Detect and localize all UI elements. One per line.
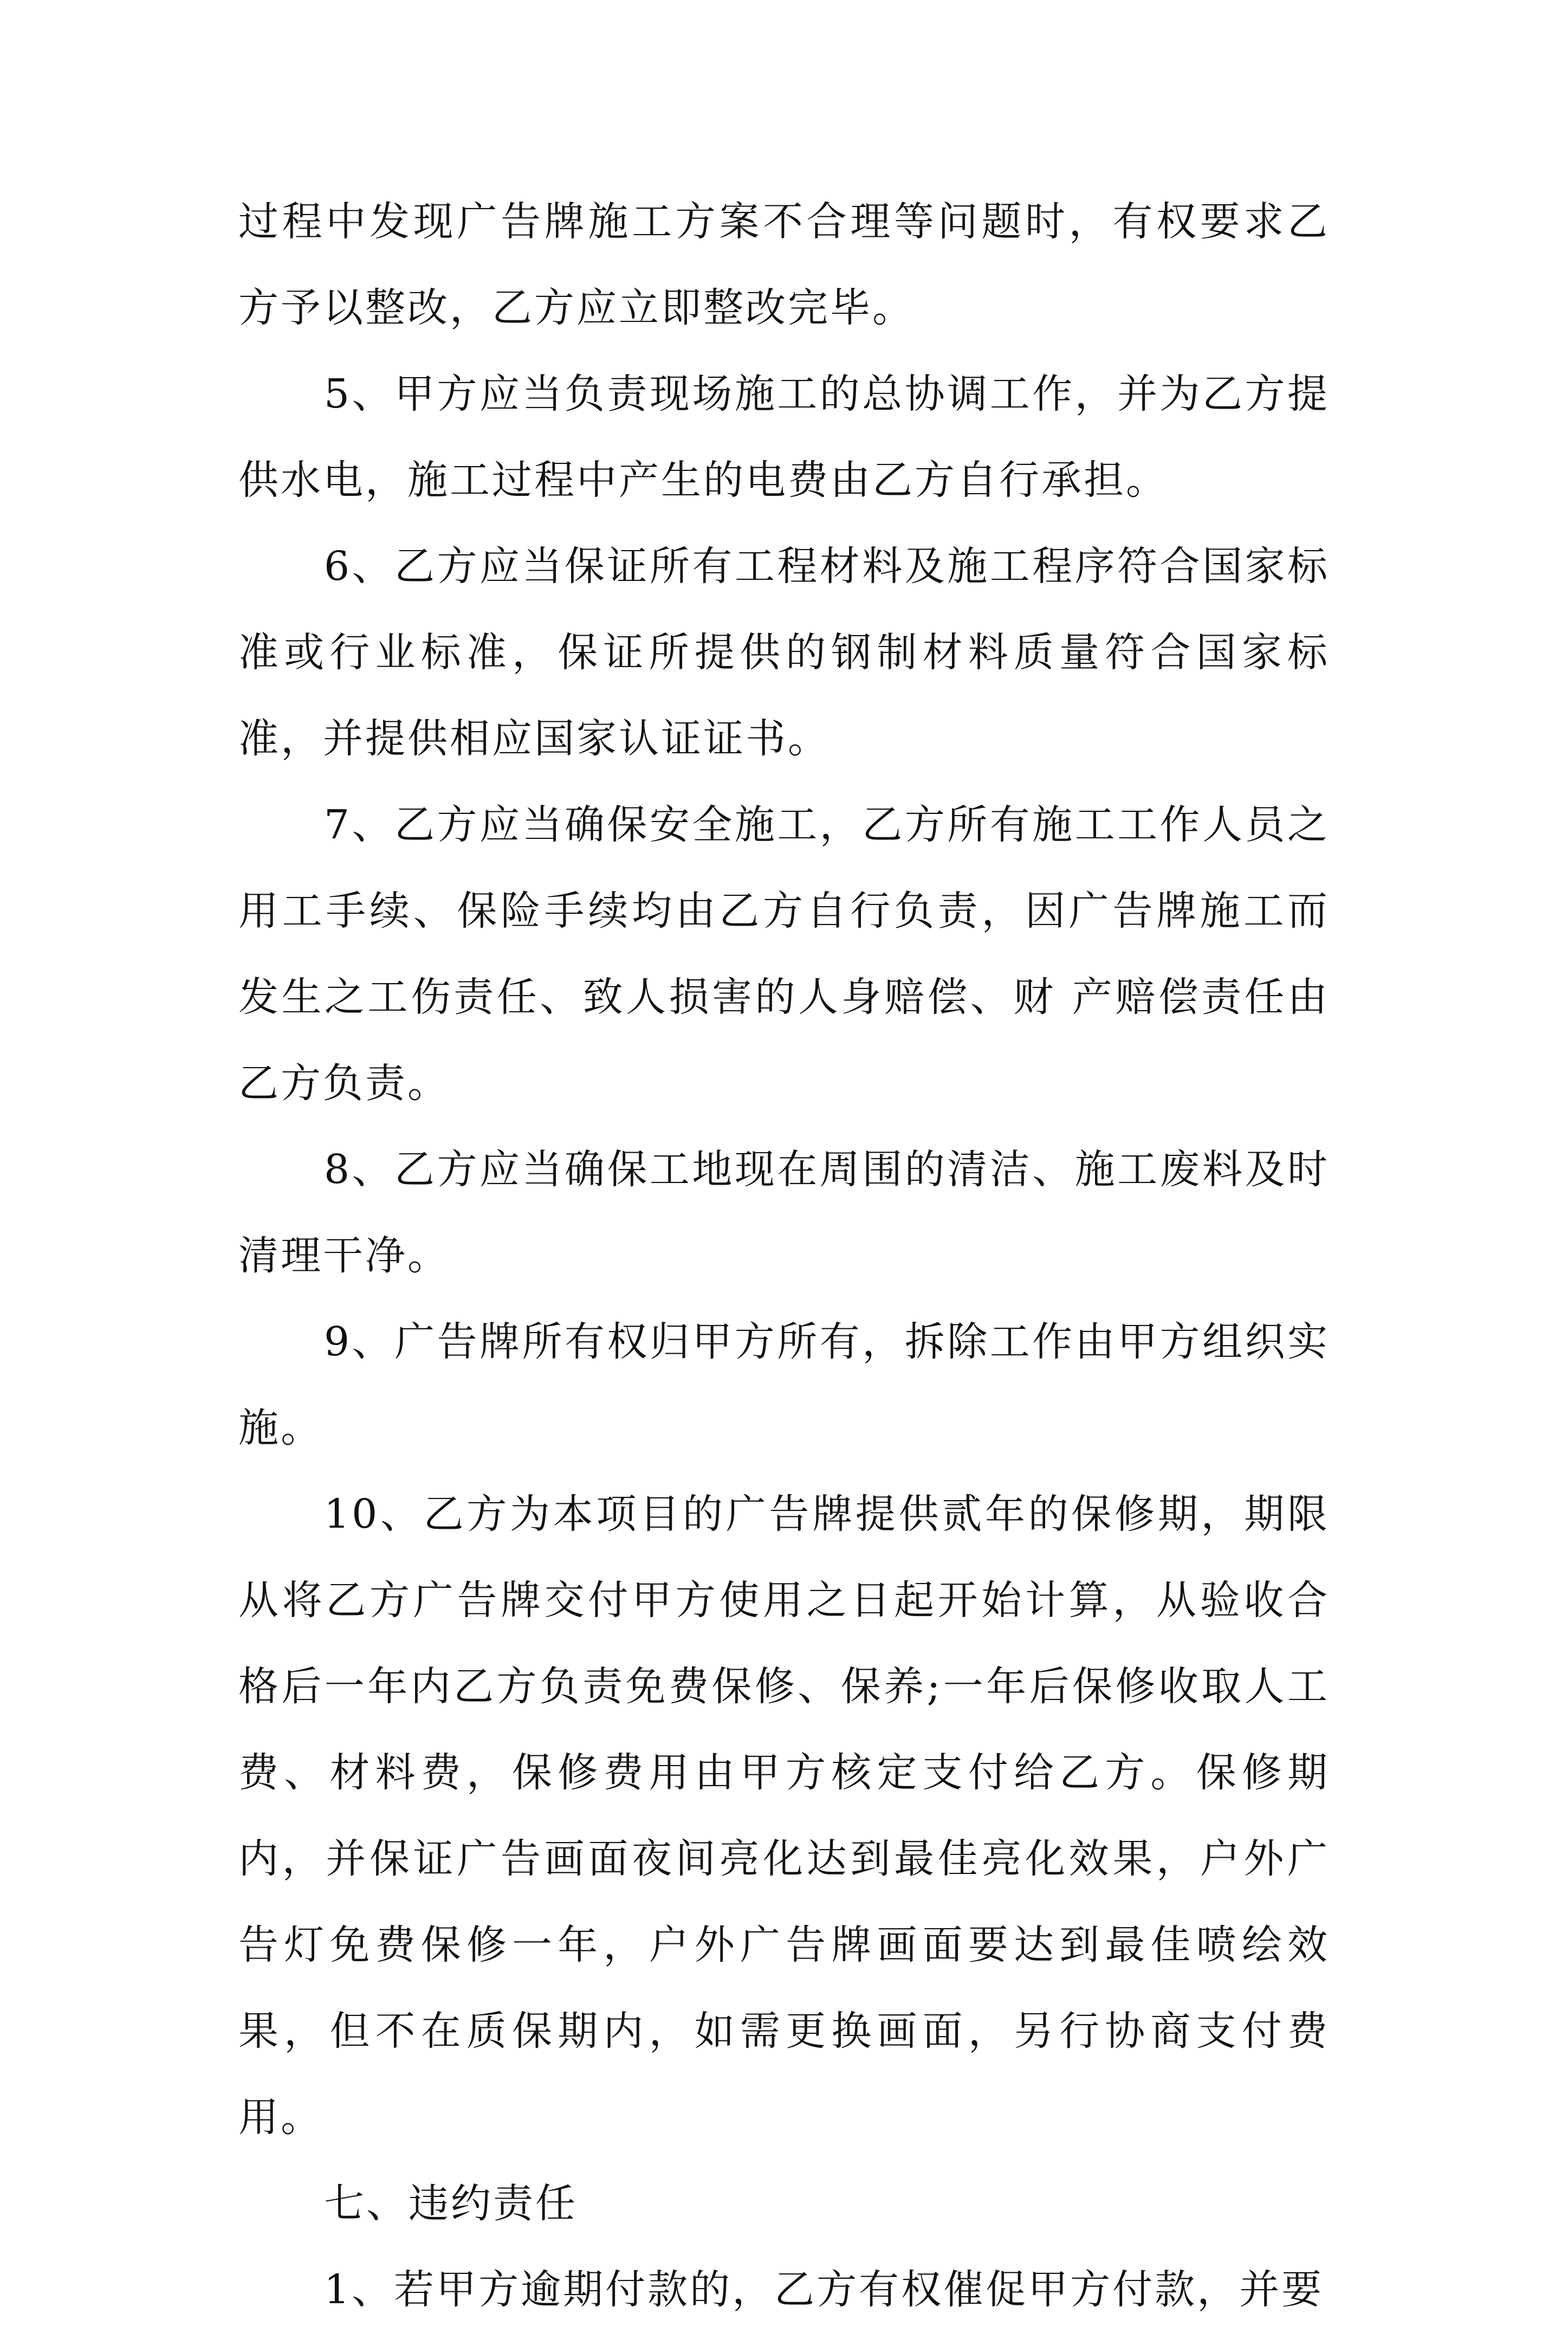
paragraph-clause-7: 7、乙方应当确保安全施工，乙方所有施工工作人员之用工手续、保险手续均由乙方自行负责，因广告牌施工而发生之工伤责任、致人损害的人身赔偿、财 产赔偿责任由乙方负责。 (238, 802, 1330, 1107)
paragraph-clause-10: 10、乙方为本项目的广告牌提供贰年的保修期，期限从将乙方广告牌交付甲方使用之日起开始计算，从验收合格后一年内乙方负责免费保修、保养;一年后保修收取人工费、材料费，保修费用由甲方核定支付给乙方。保修期内，并保证广告画面夜间亮化达到最佳亮化效果，户外广告灯免费保修一年，户外广告牌画面要达到最佳喷绘效果，但不在质保期内，如需更换画面，另行协商支付费用。 (238, 1491, 1330, 2141)
paragraph-clause-9: 9、广告牌所有权归甲方所有，拆除工作由甲方组织实施。 (238, 1319, 1330, 1451)
section-heading-breach-liability: 七、违约责任 (324, 2180, 578, 2227)
contract-body (238, 179, 1330, 2333)
paragraph-clause-8: 8、乙方应当确保工地现在周围的清洁、施工废料及时清理干净。 (238, 1146, 1330, 1279)
paragraph-clause-6: 6、乙方应当保证所有工程材料及施工程序符合国家标准或行业标准，保证所提供的钢制材料质量符合国家标准，并提供相应国家认证证书。 (238, 543, 1330, 762)
paragraph-breach-clause-1: 1、若甲方逾期付款的，乙方有权催促甲方付款，并要 (324, 2266, 1324, 2313)
paragraph-continuation: 过程中发现广告牌施工方案不合理等问题时，有权要求乙方予以整改，乙方应立即整改完毕。 (238, 198, 1330, 331)
paragraph-clause-5: 5、甲方应当负责现场施工的总协调工作，并为乙方提供水电，施工过程中产生的电费由乙方自行承担。 (238, 371, 1330, 503)
